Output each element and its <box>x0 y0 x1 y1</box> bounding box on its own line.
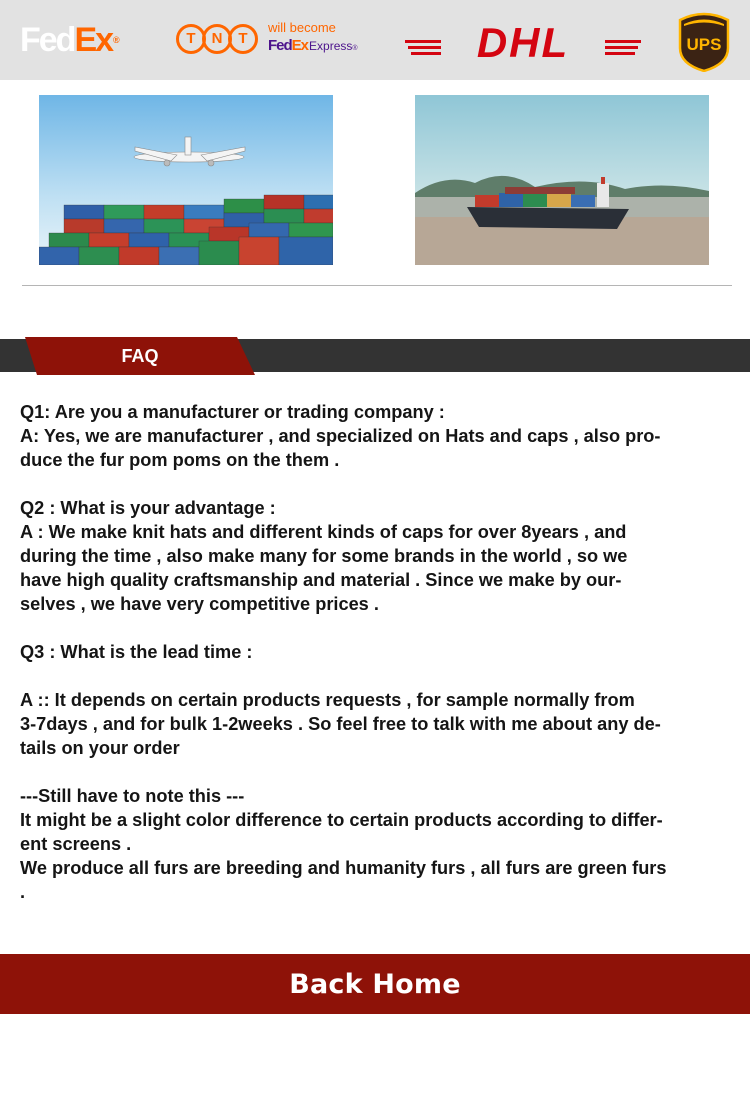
faq-line: selves , we have very competitive prices . <box>20 594 379 614</box>
ups-logo <box>678 10 730 72</box>
faq-line: A : We make knit hats and different kinds of caps for over 8years , and <box>20 522 627 542</box>
container-stack <box>39 195 333 265</box>
faq-line: . <box>20 882 26 902</box>
faq-line: Q1: Are you a manufacturer or trading company : <box>20 402 445 422</box>
faq-line: We produce all furs are breeding and humanity furs , all furs are green furs <box>20 858 667 878</box>
faq-line: ---Still have to note this --- <box>20 786 245 806</box>
dhl-wordmark: DHL <box>476 22 570 62</box>
back-home-label: Back Home <box>289 968 461 1000</box>
carrier-logo-bar <box>0 0 750 80</box>
faq-line: 3-7days , and for bulk 1-2weeks . So feel free to talk with me about any de- <box>20 714 661 734</box>
fedex-logo: FedEx® <box>20 21 120 59</box>
tnt-will-become-fedex-express: will become FedExExpress® <box>268 20 357 54</box>
ups-wordmark: UPS <box>686 35 722 54</box>
faq-line: ent screens . <box>20 834 132 854</box>
faq-line: A: Yes, we are manufacturer , and specialized on Hats and caps , also pro- <box>20 426 661 446</box>
faq-line: have high quality craftsmanship and material . Since we make by our- <box>20 570 622 590</box>
back-home-button[interactable] <box>0 954 750 1014</box>
faq-line: Q3 : What is the lead time : <box>20 642 253 662</box>
faq-line: during the time , also make many for some brands in the world , so we <box>20 546 628 566</box>
divider <box>22 285 732 286</box>
faq-line: A :: It depends on certain products requests , for sample normally from <box>20 690 635 710</box>
sea-freight-photo <box>415 95 709 265</box>
faq-line: It might be a slight color difference to certain products according to differ- <box>20 810 663 830</box>
dhl-logo <box>405 22 641 62</box>
faq-line: duce the fur pom poms on the them . <box>20 450 340 470</box>
faq-content <box>20 400 736 904</box>
faq-line: tails on your order <box>20 738 180 758</box>
faq-line: Q2 : What is your advantage : <box>20 498 276 518</box>
air-freight-photo <box>39 95 333 265</box>
tnt-logo: T N T <box>176 24 254 56</box>
faq-heading: FAQ <box>121 346 159 366</box>
